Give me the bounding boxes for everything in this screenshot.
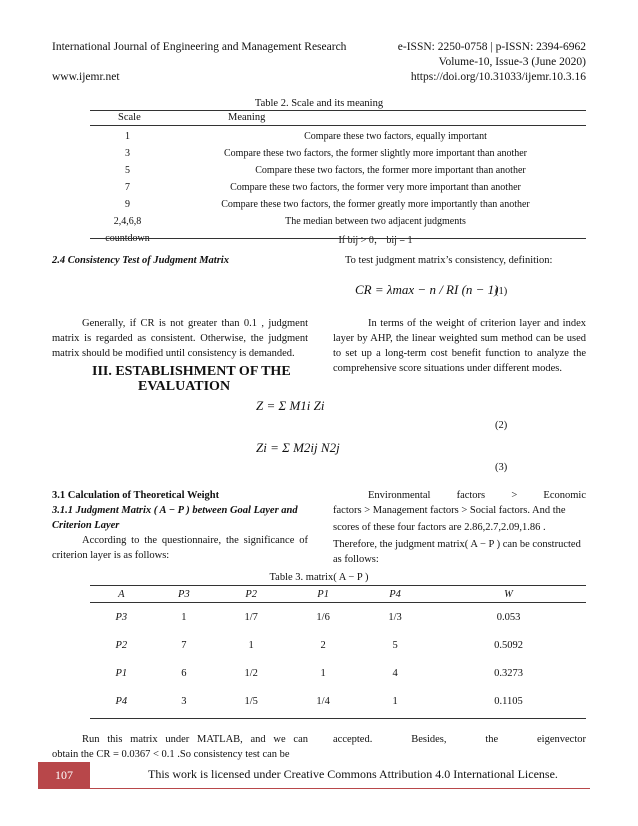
section-3-heading-line2: EVALUATION	[138, 379, 231, 394]
closing-right-line1: accepted. Besides, the eigenvector	[333, 734, 586, 745]
section-3-heading-line1: III. ESTABLISHMENT OF THE	[92, 364, 291, 379]
table2-caption: Table 2. Scale and its meaning	[254, 98, 384, 109]
table3-bottom-rule	[90, 718, 586, 719]
footer-rule	[38, 788, 590, 789]
table3-caption: Table 3. matrix( A − P )	[269, 572, 369, 583]
equation-1-number: (1)	[495, 286, 508, 297]
table2-header-rule	[90, 125, 586, 126]
closing-left-line1: Run this matrix under MATLAB, and we can	[82, 734, 308, 745]
closing-left-line2: obtain the CR = 0.0367 < 0.1 .So consistency test can be	[52, 749, 290, 760]
equation-2-number: (2)	[495, 420, 508, 431]
section-2-4-intro: To test judgment matrix’s consistency, definition:	[345, 255, 553, 266]
table3	[90, 586, 586, 715]
license-text: This work is licensed under Creative Commons Attribution 4.0 International License.	[148, 767, 558, 781]
right-text-line4: Therefore, the judgment matrix( A − P ) can be constructed	[333, 539, 581, 550]
journal-title: International Journal of Engineering and Management Research	[52, 41, 347, 53]
table-row: 1 Compare these two factors, equally important	[125, 131, 487, 142]
volume: Volume-10, Issue-3 (June 2020)	[438, 56, 586, 68]
table-row: 9 Compare these two factors, the former greatly more importantly than another	[125, 199, 530, 210]
section-3-1-heading: 3.1 Calculation of Theoretical Weight	[52, 490, 220, 501]
table2	[90, 128, 586, 247]
table-row: 3 Compare these two factors, the former slightly more important than another	[125, 148, 527, 159]
table-row: 2,4,6,8 The median between two adjacent judgments	[113, 216, 466, 227]
right-text-line5: as follows:	[333, 554, 379, 565]
equation-2: Z = Σ M1i Zi	[256, 398, 325, 413]
section-2-4-heading: 2.4 Consistency Test of Judgment Matrix	[52, 255, 229, 266]
table2-top-rule	[90, 110, 586, 111]
table-row: 7 Compare these two factors, the former very more important than another	[125, 182, 521, 193]
right-text-line1: Environmental factors > Economic	[368, 490, 586, 501]
paragraph-consistency: Generally, if CR is not greater than 0.1 , judgment matrix is regarded as consistent. Otherwise, the judgment matrix should be modified until consistency is demanded.	[52, 318, 308, 359]
page-number: 107	[38, 762, 90, 788]
section-3-1-1-heading-line2: Criterion Layer	[52, 520, 120, 531]
table-row: P4 3 1/5 1/4 1 0.1105	[115, 695, 523, 707]
table2-col-meaning: Meaning	[228, 112, 266, 123]
equation-1: CR = λmax − n / RI (n − 1)	[355, 282, 499, 297]
paragraph-ahp: In terms of the weight of criterion layer and index layer by AHP, the linear weighted sum method can be used to set up a long-term cost benefit function to analyze the comprehensive score situations under different modes.	[333, 318, 586, 374]
table2-bottom-rule	[90, 238, 586, 239]
right-text-line2: factors > Management factors > Social factors. And the	[333, 505, 566, 516]
section-3-1-1-heading-line1: 3.1.1 Judgment Matrix ( A − P ) between Goal Layer and	[52, 505, 298, 516]
doi-link[interactable]: https://doi.org/10.31033/ijemr.10.3.16	[410, 71, 586, 83]
equation-3: Zi = Σ M2ij N2j	[256, 440, 340, 455]
equation-3-number: (3)	[495, 462, 508, 473]
table-row: P1 6 1/2 1 4 0.3273	[115, 667, 523, 679]
table-row: P3 1 1/7 1/6 1/3 0.053	[115, 611, 521, 623]
issn: e-ISSN: 2250-0758 | p-ISSN: 2394-6962	[397, 41, 586, 53]
right-text-line3: scores of these four factors are 2.86,2.7,2.09,1.86 .	[333, 522, 546, 533]
table-header-row: A P3 P2 P1 P4 W	[90, 586, 586, 603]
table-row: countdown If bij > 0， bij = 1	[105, 233, 413, 246]
paragraph-questionnaire: According to the questionnaire, the significance of criterion layer is as follows:	[52, 535, 308, 561]
table-row: P2 7 1 2 5 0.5092	[115, 639, 523, 651]
table-row: 5 Compare these two factors, the former more important than another	[125, 165, 526, 176]
table2-col-scale: Scale	[118, 112, 141, 123]
website-link[interactable]: www.ijemr.net	[52, 71, 120, 83]
